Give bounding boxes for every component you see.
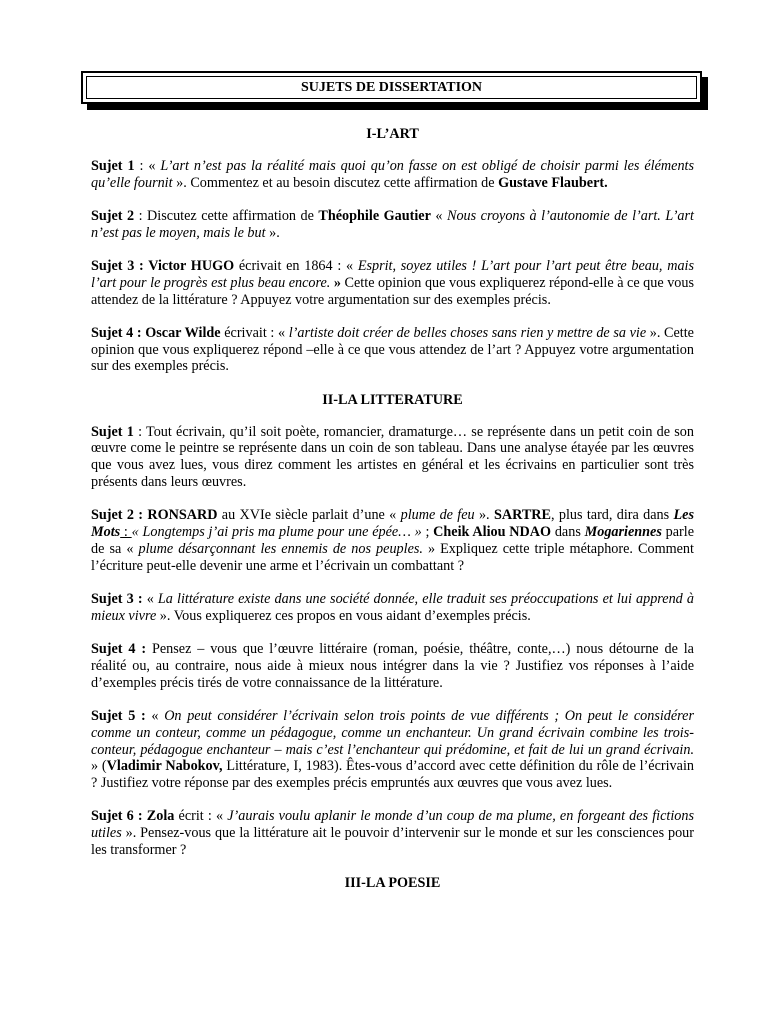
text-run: Gustave Flaubert. <box>498 174 608 191</box>
section-heading: I-L’ART <box>366 126 419 142</box>
text-run: Sujet 2 <box>91 207 135 224</box>
text-run: : « <box>134 157 161 174</box>
text-run: plume désarçonnant les ennemis de nos peuples. <box>138 540 423 557</box>
text-run: » <box>330 274 341 291</box>
text-run: Nous croyons à l’autonomie de l’art. L’art n’est pas le moyen, mais le but <box>91 207 694 241</box>
subject-paragraph <box>91 158 694 192</box>
text-run: écrit : « <box>174 808 228 825</box>
text-run: Cheik Aliou NDAO <box>433 524 552 541</box>
text-run: « <box>145 707 165 724</box>
text-run: Sujet 2 : RONSARD <box>91 507 218 524</box>
text-run: L’art n’est pas la réalité mais quoi qu’on fasse on est obligé de choisir parmi les éléments qu’elle fournit <box>91 157 694 191</box>
text-run: SARTRE <box>493 507 551 524</box>
subject-paragraph <box>91 591 694 625</box>
text-run: Sujet 6 : Zola <box>91 808 175 825</box>
text-run: Sujet 5 : <box>91 707 146 724</box>
text-run: au XVIe siècle parlait d’une « <box>217 507 401 524</box>
text-run: « <box>142 590 158 607</box>
text-run: ». Vous expliquerez ces propos en vous aidant d’exemples précis. <box>156 607 531 624</box>
text-run: » ( <box>91 758 107 775</box>
subject-paragraph <box>91 325 694 375</box>
text-run: Sujet 3 : Victor HUGO <box>91 257 235 274</box>
subject-paragraph <box>91 641 694 691</box>
text-run: « <box>430 207 447 224</box>
text-run: : Discutez cette affirmation de <box>134 207 319 224</box>
text-run: dans <box>551 524 585 541</box>
text-run: , plus tard, dira dans <box>551 507 674 524</box>
text-run: Sujet 4 : <box>91 641 147 658</box>
text-run: Cette opinion que vous expliquerez répond-elle à ce que vous attendez de la littérature ? Appuyez votre argumentation sur des exemples précis. <box>91 274 695 308</box>
text-run: Les Mots <box>91 507 694 541</box>
text-run: Vladimir Nabokov, <box>106 758 223 775</box>
text-run: Sujet 3 : <box>91 590 143 607</box>
subject-paragraph <box>91 507 694 574</box>
text-run: ». <box>265 224 280 241</box>
text-run: J’aurais voulu aplanir le monde d’un coup de ma plume, en forgeant des fictions utiles <box>91 808 694 842</box>
text-run: ». <box>474 507 494 524</box>
section-heading: II-LA LITTERATURE <box>322 391 463 408</box>
text-run: : Tout écrivain, qu’il soit poète, romancier, dramaturge… se représente dans un petit coin de son œuvre come le peintre se représente dans un coin de son tableau. Dans une analyse étayée par les œuvres que vous avez lues, vous direz comment les artistes en général et les écrivains en particulier sont très présents dans leurs œuvres. <box>91 423 694 490</box>
text-run: : <box>120 524 132 541</box>
text-run: La littérature existe dans une société donnée, elle traduit ses préoccupations et lui apprend à mieux vivre <box>91 590 694 624</box>
text-run: « Longtemps j’ai pris ma plume pour une épée… » <box>131 524 422 541</box>
document-title: SUJETS DE DISSERTATION <box>86 76 697 99</box>
text-run: écrivait en 1864 : « <box>234 257 358 274</box>
text-run: Sujet 4 : Oscar Wilde <box>91 324 221 341</box>
text-run: ; <box>421 524 434 541</box>
title-frame <box>81 71 702 104</box>
subject-paragraph <box>91 424 694 491</box>
text-run: Sujet 1 <box>91 157 135 174</box>
text-run: Mogariennes <box>584 524 662 541</box>
text-run: ». Cette opinion que vous expliquerez répond –elle à ce que vous attendez de l’art ? Appuyez votre argumentation sur des exemples précis. <box>91 324 694 375</box>
text-run: Littérature, I, 1983). Êtes-vous d’accord avec cette définition du rôle de l’écrivain ? Justifiez votre réponse par des exemples précis empruntés aux œuvres que vous avez lues. <box>91 758 694 792</box>
text-run: l’artiste doit créer de belles choses sans rien y mettre de sa vie <box>288 324 647 341</box>
text-run: Sujet 1 <box>91 423 134 440</box>
text-run: Pensez – vous que l’œuvre littéraire (roman, poésie, théâtre, conte,…) nous détourne de la réalité ou, au contraire, nous aide à mieux nous intégrer dans la vie ? Justifiez vos réponses à l’aide d’exemples précis tirés de votre connaissance de la littérature. <box>91 641 694 691</box>
text-run: » Expliquez cette triple métaphore. Comment l’écriture peut-elle devenir une arme et l’écrivain un combattant ? <box>91 540 694 574</box>
subject-paragraph <box>91 208 694 242</box>
document-body <box>91 126 694 907</box>
subject-paragraph <box>91 708 694 792</box>
text-run: parle de sa « <box>91 524 695 557</box>
text-run: On peut considérer l’écrivain selon trois points de vue différents ; On peut le considérer comme un conteur, comme un pédagogue, comme un enchanteur. Un grand écrivain combine les trois- conteur, pédagogue enchanteur – mais c’est l’enchanteur qui prédomine, et fait de lui un grand écrivain. <box>91 707 694 758</box>
text-run: Théophile Gautier <box>318 207 431 224</box>
section-heading: III-LA POESIE <box>344 875 441 892</box>
subject-paragraph <box>91 808 694 858</box>
text-run: ». Commentez et au besoin discutez cette affirmation de <box>172 174 499 191</box>
text-run: écrivait : « <box>220 324 289 341</box>
text-run: ». Pensez-vous que la littérature ait le pouvoir d’intervenir sur le monde et sur les consciences pour les transformer ? <box>91 825 694 858</box>
text-run: Esprit, soyez utiles ! L’art pour l’art peut être beau, mais l’art pour le progrès est plus beau encore. <box>91 257 694 291</box>
subject-paragraph <box>91 258 694 308</box>
text-run: plume de feu <box>400 507 475 524</box>
